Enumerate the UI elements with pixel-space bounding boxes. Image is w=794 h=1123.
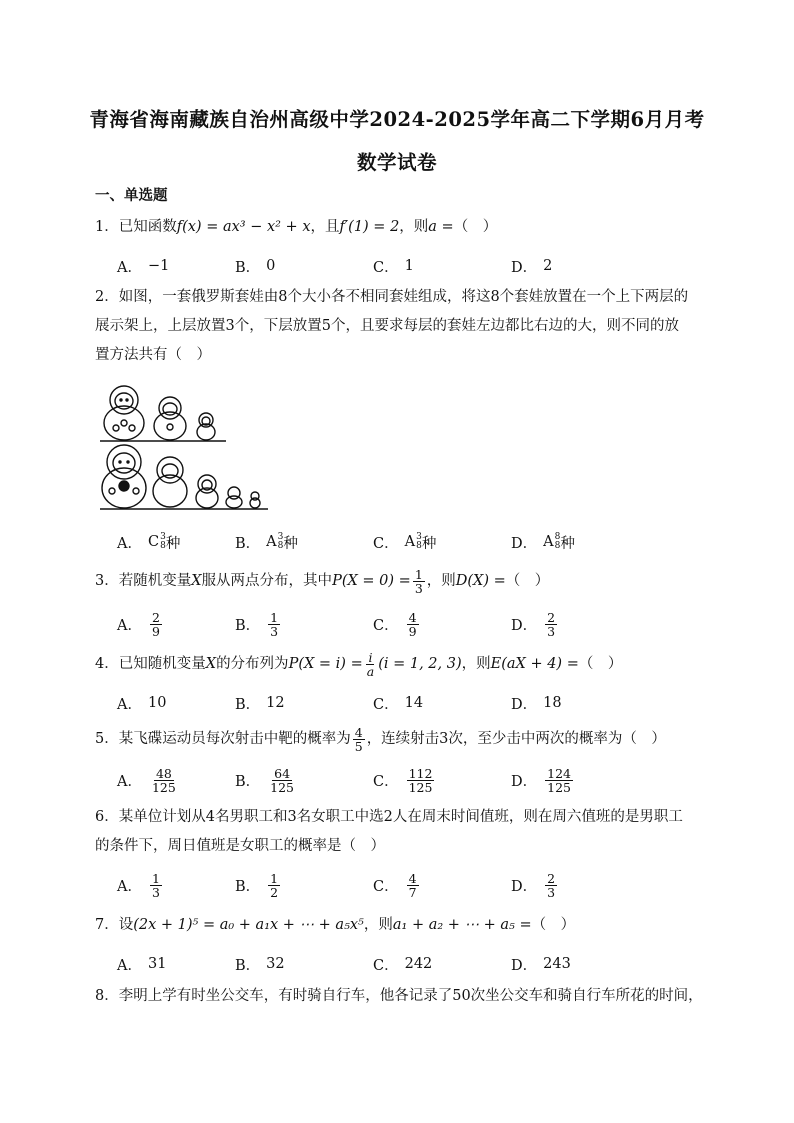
option-d[interactable]: D． $\frac{2}{3}$ — [511, 609, 556, 639]
section-heading: 一、单选题 — [95, 187, 168, 204]
options-3 — [95, 609, 705, 639]
option-d[interactable]: D． 2 — [511, 258, 553, 276]
doll-icon — [226, 487, 242, 508]
option-d[interactable]: D． 18 — [511, 695, 562, 713]
math-expr: E(aX + 4) = — [490, 656, 579, 672]
option-a[interactable]: A． −1 — [117, 258, 170, 276]
math-expr: a₁ + a₂ + ⋯ + a₅ = — [392, 917, 532, 933]
question-3: 3．若随机变量X服从两点分布，其中P(X = 0) = $\frac{1}{3}$ ，则D(X) =（ ） — [95, 566, 550, 596]
question-number: 7． — [95, 917, 119, 933]
exam-subtitle: 数学试卷 — [356, 151, 437, 174]
options-5 — [95, 765, 705, 795]
doll-icon — [196, 475, 218, 508]
options-1 — [95, 251, 705, 281]
math-expr: f′(1) = 2 — [339, 219, 400, 235]
options-6 — [95, 870, 705, 900]
question-8: 8．李明上学有时坐公交车，有时骑自行车，他各记录了50次坐公交车和骑自行车所花的时间， — [95, 988, 703, 1004]
doll-icon — [104, 386, 144, 440]
option-a[interactable]: A． 31 — [117, 956, 167, 974]
fraction: $\frac{1}{3}$ — [414, 566, 423, 596]
option-b[interactable]: B． $\frac{1}{2}$ — [235, 870, 279, 900]
question-2: 2．如图，一套俄罗斯套娃由8个大小各不相同套娃组成，将这8个套娃放置在一个上下两层的 展示架上，上层放置3个，下层放置5个，且要求每层的套娃左边都比右边的大，则不同的放 置方法共有（ ） — [95, 289, 689, 363]
option-c[interactable]: C． A 3 8 种 — [373, 532, 437, 552]
option-b[interactable]: B． 0 — [235, 258, 276, 276]
math-expr: D(X) = — [455, 573, 506, 589]
options-4 — [95, 688, 705, 718]
doll-icon — [250, 492, 260, 508]
math-expr: P(X = 0) = — [332, 573, 411, 589]
question-6: 6．某单位计划从4名男职工和3名女职工中选2人在周末时间值班，则在周六值班的是男职工 的条件下，周日值班是女职工的概率是（ ） — [95, 809, 683, 854]
option-b[interactable]: B． A 3 8 种 — [235, 532, 298, 552]
question-4: 4．已知随机变量X的分布列为P(X = i) = $\frac{i}{a}$ (i = 1, 2, 3)，则E(aX + 4) =（ ） — [95, 649, 623, 679]
doll-icon — [102, 445, 146, 508]
question-7: 7．设(2x + 1)⁵ = a₀ + a₁x + ⋯ + a₅x⁵，则a₁ + a₂ + ⋯ + a₅ =（ ） — [95, 917, 576, 933]
math-expr: a = — [428, 219, 454, 235]
option-b[interactable]: B． 12 — [235, 695, 285, 713]
question-1: 1．已知函数f(x) = ax³ − x² + x，且f′(1) = 2，则a =（ ） — [95, 219, 498, 235]
doll-icon — [153, 457, 187, 507]
option-c[interactable]: C． 242 — [373, 956, 433, 974]
question-number: 4． — [95, 656, 119, 672]
option-c[interactable]: C． $\frac{112}{125}$ — [373, 765, 433, 795]
question-number: 2． — [95, 289, 119, 305]
question-number: 8． — [95, 988, 119, 1004]
doll-icon — [197, 413, 215, 440]
option-a[interactable]: A． $\frac{2}{9}$ — [117, 609, 160, 639]
math-expr: f(x) = ax³ − x² + x — [176, 219, 311, 235]
question-number: 5． — [95, 731, 119, 747]
option-a[interactable]: A． $\frac{48}{125}$ — [117, 765, 176, 795]
math-expr: (2x + 1)⁵ = a₀ + a₁x + ⋯ + a₅x⁵ — [133, 917, 364, 933]
question-number: 1． — [95, 219, 119, 235]
option-c[interactable]: C． $\frac{4}{9}$ — [373, 609, 417, 639]
options-2 — [95, 527, 705, 557]
math-expr: P(X = i) = — [288, 656, 363, 672]
fraction: $\frac{4}{5}$ — [354, 724, 363, 754]
matryoshka-dolls-figure — [100, 383, 270, 511]
option-b[interactable]: B． 32 — [235, 956, 285, 974]
option-c[interactable]: C． 14 — [373, 695, 424, 713]
option-d[interactable]: D． A 8 8 种 — [511, 532, 575, 552]
option-c[interactable]: C． 1 — [373, 258, 414, 276]
exam-title: 青海省海南藏族自治州高级中学2024-2025学年高二下学期6月月考 — [89, 108, 705, 131]
option-a[interactable]: A． C 3 8 种 — [117, 532, 181, 552]
fraction: $\frac{i}{a}$ — [366, 649, 375, 679]
doll-icon — [154, 397, 186, 440]
question-number: 6． — [95, 809, 119, 825]
option-a[interactable]: A． 10 — [117, 695, 167, 713]
option-a[interactable]: A． $\frac{1}{3}$ — [117, 870, 160, 900]
question-5: 5．某飞碟运动员每次射击中靶的概率为 $\frac{4}{5}$ ，连续射击3次，至少击中两次的概率为（ ） — [95, 724, 666, 754]
option-d[interactable]: D． 243 — [511, 956, 571, 974]
option-d[interactable]: D． $\frac{124}{125}$ — [511, 765, 571, 795]
option-b[interactable]: B． $\frac{64}{125}$ — [235, 765, 295, 795]
options-7 — [95, 949, 705, 979]
option-c[interactable]: C． $\frac{4}{7}$ — [373, 870, 417, 900]
question-number: 3． — [95, 573, 119, 589]
option-b[interactable]: B． $\frac{1}{3}$ — [235, 609, 279, 639]
option-d[interactable]: D． $\frac{2}{3}$ — [511, 870, 556, 900]
